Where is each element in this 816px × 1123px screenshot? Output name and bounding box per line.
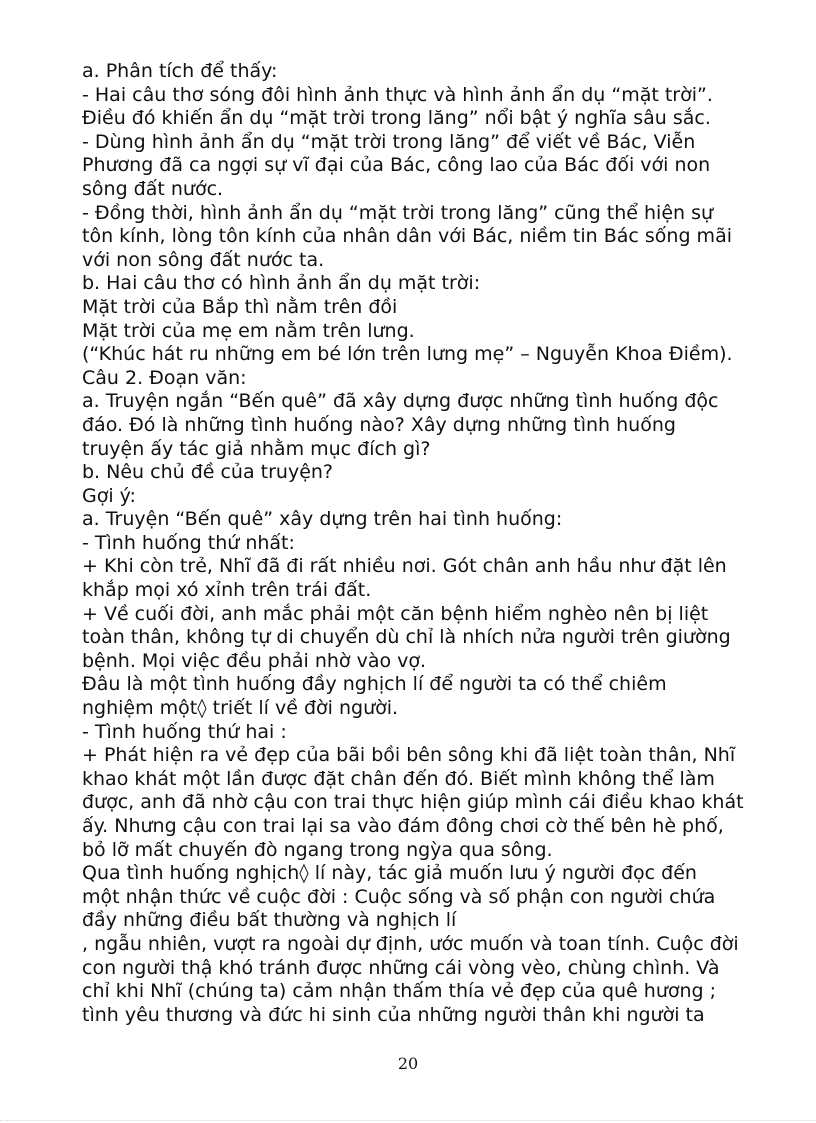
text-line: truyện ấy tác giả nhằm mục đích gì? (82, 437, 431, 460)
text-line: ấy. Nhưng cậu con trai lại sa vào đám đông chơi cờ thế bên hè phố, (82, 815, 724, 837)
text-line: Phương đã ca ngợi sự vĩ đại của Bác, công lao của Bác đối với non (82, 154, 711, 177)
text-line: - Đồng thời, hình ảnh ẩn dụ “mặt trời trong lăng” cũng thể hiện sự (82, 201, 714, 224)
text-line: , ngẫu nhiên, vượt ra ngoài dự định, ước muốn và toan tính. Cuộc đời (82, 932, 739, 955)
text-line: bệnh. Mọi việc đều phải nhờ vào vợ. (82, 649, 427, 672)
text-line: tình yêu thương và đức hi sinh của những người thân khi người ta (82, 1003, 705, 1026)
text-line: Đâu là một tình huống đầy nghịch lí để người ta có thể chiêm (82, 673, 667, 696)
text-line: Mặt trời của Bắp thì nằm trên đồi (82, 295, 398, 318)
text-line: toàn thân, không tự di chuyển dù chỉ là nhích nửa người trên giường (82, 626, 731, 649)
text-line: a. Phân tích để thấy: (82, 60, 278, 82)
text-line: a. Truyện ngắn “Bến quê” đã xây dựng được những tình huống độc (82, 390, 719, 413)
text-line: tôn kính, lòng tôn kính của nhân dân với Bác, niềm tin Bác sống mãi (82, 225, 732, 248)
text-line: nghiệm một◊ triết lí về đời người. (82, 697, 399, 720)
text-line: Qua tình huống nghịch◊ lí này, tác giả muốn lưu ý người đọc đến (82, 862, 697, 885)
text-line: - Tình huống thứ hai : (82, 720, 287, 743)
body-text (82, 60, 752, 1027)
text-line: b. Nêu chủ đề của truyện? (82, 461, 334, 484)
text-line: Mặt trời của mẹ em nằm trên lưng. (82, 319, 415, 342)
text-line: (“Khúc hát ru những em bé lớn trên lưng mẹ” – Nguyễn Khoa Điềm). (82, 343, 733, 366)
text-line: - Tình huống thứ nhất: (82, 531, 295, 554)
text-line: chỉ khi Nhĩ (chúng ta) cảm nhận thấm thía vẻ đẹp của quê hương ; (82, 980, 717, 1003)
text-line: với non sông đất nước ta. (82, 248, 325, 271)
text-line: bỏ lỡ mất chuyến đò ngang trong ngỳa qua sông. (82, 838, 553, 861)
text-line: Câu 2. Đoạn văn: (82, 366, 247, 389)
text-line: được, anh đã nhờ cậu con trai thực hiện giúp mình cái điều khao khát (82, 791, 744, 814)
page-number: 20 (397, 1054, 419, 1073)
text-line: sông đất nước. (82, 177, 224, 200)
text-line: con người thậ khó tránh được những cái vòng vèo, chùng chình. Và (82, 956, 720, 979)
text-line: + Khi còn trẻ, Nhĩ đã đi rất nhiều nơi. Gót chân anh hầu như đặt lên (82, 555, 727, 578)
text-line: Gợi ý: (82, 484, 136, 507)
text-line: đầy những điều bất thường và nghịch lí (82, 909, 457, 932)
text-line: - Hai câu thơ sóng đôi hình ảnh thực và hình ảnh ẩn dụ “mặt trời”. (82, 83, 713, 106)
text-line: b. Hai câu thơ có hình ảnh ẩn dụ mặt trời: (82, 272, 481, 295)
text-line: - Dùng hình ảnh ẩn dụ “mặt trời trong lăng” để viết về Bác, Viễn (82, 130, 696, 153)
text-line: a. Truyện “Bến quê” xây dựng trên hai tình huống: (82, 508, 563, 531)
text-line: một nhận thức về cuộc đời : Cuộc sống và số phận con người chứa (82, 885, 716, 908)
text-line: khao khát một lần được đặt chân đến đó. Biết mình không thể làm (82, 767, 715, 790)
text-line: + Phát hiện ra vẻ đẹp của bãi bồi bên sông khi đã liệt toàn thân, Nhĩ (82, 744, 736, 767)
page-bottom-border (0, 1120, 816, 1121)
text-line: Điều đó khiến ẩn dụ “mặt trời trong lăng” nổi bật ý nghĩa sâu sắc. (82, 107, 711, 130)
text-line: khắp mọi xó xỉnh trên trái đất. (82, 579, 372, 602)
text-line: + Về cuối đời, anh mắc phải một căn bệnh hiểm nghèo nên bị liệt (82, 602, 709, 625)
text-line: đáo. Đó là những tình huống nào? Xây dựng những tình huống (82, 413, 676, 436)
